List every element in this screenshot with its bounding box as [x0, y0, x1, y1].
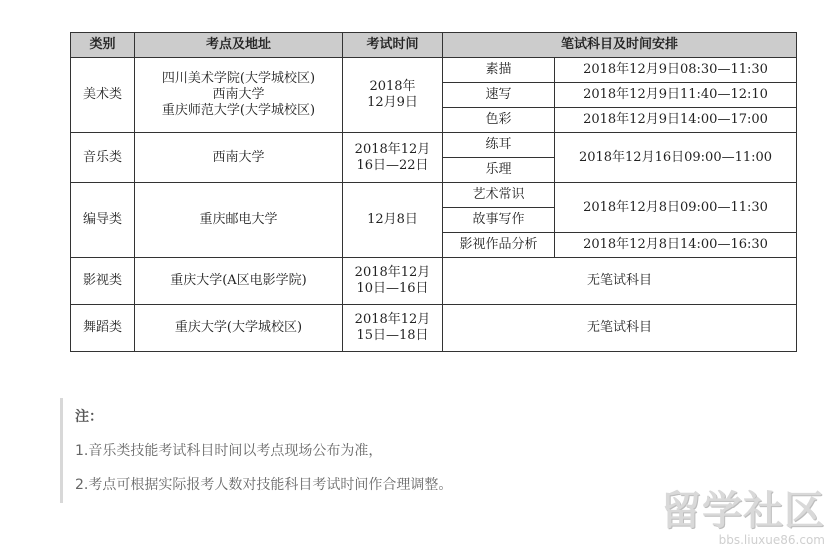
table-row — [71, 133, 797, 158]
table-row — [71, 258, 797, 305]
category-cell: 影视类 — [71, 258, 135, 305]
location-cell: 重庆邮电大学 — [135, 183, 343, 258]
watermark-url: bbs.liuxue86.com — [718, 533, 825, 547]
exam-date-cell: 2018年12月 10日—16日 — [343, 258, 443, 305]
table-header-row — [71, 33, 797, 58]
category-cell: 编导类 — [71, 183, 135, 258]
subject-time-cell: 2018年12月9日14:00—17:00 — [555, 108, 797, 133]
exam-date-cell: 2018年12月 15日—18日 — [343, 305, 443, 352]
table-row — [71, 58, 797, 83]
exam-date-cell: 2018年 12月9日 — [343, 58, 443, 133]
subject-cell: 素描 — [443, 58, 555, 83]
watermark-text: 留学社区 — [661, 488, 825, 534]
subject-cell: 色彩 — [443, 108, 555, 133]
category-cell: 舞蹈类 — [71, 305, 135, 352]
watermark-logo — [650, 489, 825, 549]
category-cell: 美术类 — [71, 58, 135, 133]
subject-cell: 艺术常识 — [443, 183, 555, 208]
subject-time-cell: 2018年12月8日14:00—16:30 — [555, 233, 797, 258]
table-row — [71, 183, 797, 208]
note-block — [60, 398, 575, 503]
subject-cell: 故事写作 — [443, 208, 555, 233]
subject-time-cell: 2018年12月9日11:40—12:10 — [555, 83, 797, 108]
header-category: 类别 — [71, 33, 135, 58]
subject-time-cell: 2018年12月16日09:00—11:00 — [555, 133, 797, 183]
location-cell: 四川美术学院(大学城校区) 西南大学 重庆师范大学(大学城校区) — [135, 58, 343, 133]
no-written-subject-cell: 无笔试科目 — [443, 305, 797, 352]
location-cell: 重庆大学(大学城校区) — [135, 305, 343, 352]
subject-time-cell: 2018年12月9日08:30—11:30 — [555, 58, 797, 83]
header-exam-date: 考试时间 — [343, 33, 443, 58]
table-row — [71, 305, 797, 352]
subject-cell: 练耳 — [443, 133, 555, 158]
subject-time-cell: 2018年12月8日09:00—11:30 — [555, 183, 797, 233]
note-line: 2.考点可根据实际报考人数对技能科目考试时间作合理调整。 — [75, 477, 453, 493]
subject-cell: 影视作品分析 — [443, 233, 555, 258]
header-written-subjects: 笔试科目及时间安排 — [443, 33, 797, 58]
note-line: 1.音乐类技能考试科目时间以考点现场公布为准， — [75, 443, 383, 459]
location-cell: 重庆大学(A区电影学院) — [135, 258, 343, 305]
location-cell: 西南大学 — [135, 133, 343, 183]
exam-date-cell: 12月8日 — [343, 183, 443, 258]
exam-date-cell: 2018年12月 16日—22日 — [343, 133, 443, 183]
header-location: 考点及地址 — [135, 33, 343, 58]
exam-schedule-table — [70, 32, 797, 352]
no-written-subject-cell: 无笔试科目 — [443, 258, 797, 305]
subject-cell: 乐理 — [443, 158, 555, 183]
note-title: 注： — [75, 409, 103, 425]
subject-cell: 速写 — [443, 83, 555, 108]
category-cell: 音乐类 — [71, 133, 135, 183]
